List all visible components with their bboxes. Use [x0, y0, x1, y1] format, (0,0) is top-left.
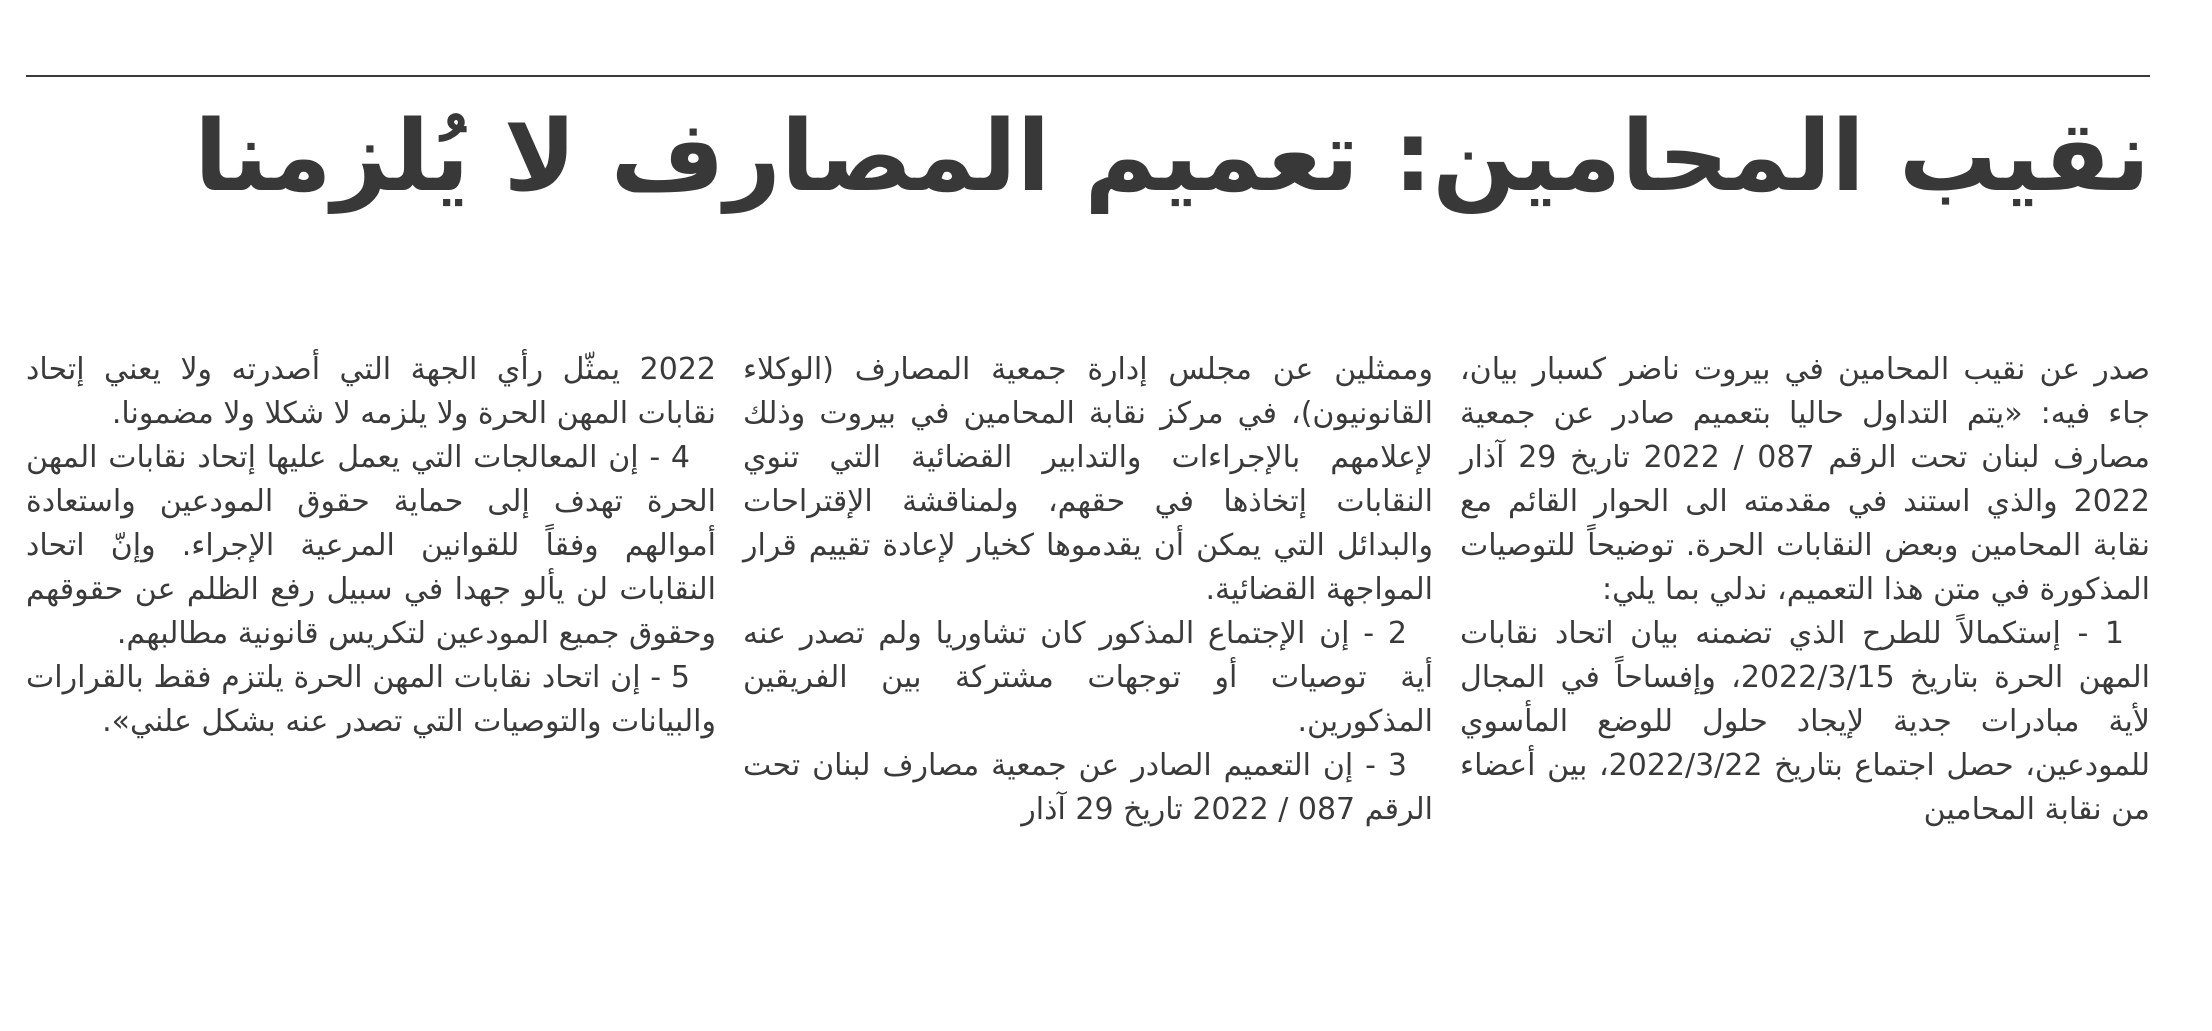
- paragraph: 5 - إن اتحاد نقابات المهن الحرة يلتزم فقط بالقرارات والبيانات والتوصيات التي تصدر عنه بشكل علني».: [26, 660, 716, 739]
- paragraph: وممثلين عن مجلس إدارة جمعية المصارف (الوكلاء القانونيون)، في مركز نقابة المحامين في بيروت وذلك لإعلامهم بالإجراءات والتدابير القضائية التي تنوي النقابات إتخاذها في حقهم، ولمناقشة الإقتراحات والبدائل التي يمكن أن يقدموها كخيار لإعادة تقييم قرار المواجهة القضائية.: [743, 352, 1433, 607]
- top-divider: [26, 75, 2150, 77]
- paragraph: 1 - إستكمالاً للطرح الذي تضمنه بيان اتحاد نقابات المهن الحرة بتاريخ 2022/3/15، وإفساحاً في المجال لأية مبادرات جدية لإيجاد حلول للوضع المأسوي للمودعين، حصل اجتماع بتاريخ 2022/3/22، بين أعضاء من نقابة المحامين: [1460, 616, 2151, 827]
- paragraph: 3 - إن التعميم الصادر عن جمعية مصارف لبنان تحت الرقم 087 / 2022 تاريخ 29 آذار: [743, 748, 1433, 827]
- article-column-1: [1460, 348, 2150, 832]
- article-headline: نقيب المحامين: تعميم المصارف لا يُلزمنا: [194, 100, 2150, 214]
- paragraph: صدر عن نقيب المحامين في بيروت ناضر كسبار بيان، جاء فيه: «يتم التداول حاليا بتعميم صادر عن جمعية مصارف لبنان تحت الرقم 087 / 2022 تاريخ 29 آذار 2022 والذي استند في مقدمته الى الحوار القائم مع نقابة المحامين وبعض النقابات الحرة. توضيحاً للتوصيات المذكورة في متن هذا التعميم، ندلي بما يلي:: [1460, 352, 2150, 607]
- article-column-2: [743, 348, 1433, 832]
- paragraph: 2022 يمثّل رأي الجهة التي أصدرته ولا يعني إتحاد نقابات المهن الحرة ولا يلزمه لا شكلا ولا مضمونا.: [26, 352, 716, 431]
- paragraph: 2 - إن الإجتماع المذكور كان تشاوريا ولم تصدر عنه أية توصيات أو توجهات مشتركة بين الفريقين المذكورين.: [743, 616, 1433, 739]
- article-column-3: [26, 348, 716, 744]
- paragraph: 4 - إن المعالجات التي يعمل عليها إتحاد نقابات المهن الحرة تهدف إلى حماية حقوق المودعين واستعادة أموالهم وفقاً للقوانين المرعية الإجراء. وإنّ اتحاد النقابات لن يألو جهدا في سبيل رفع الظلم عن حقوقهم وحقوق جميع المودعين لتكريس قانونية مطالبهم.: [26, 440, 716, 651]
